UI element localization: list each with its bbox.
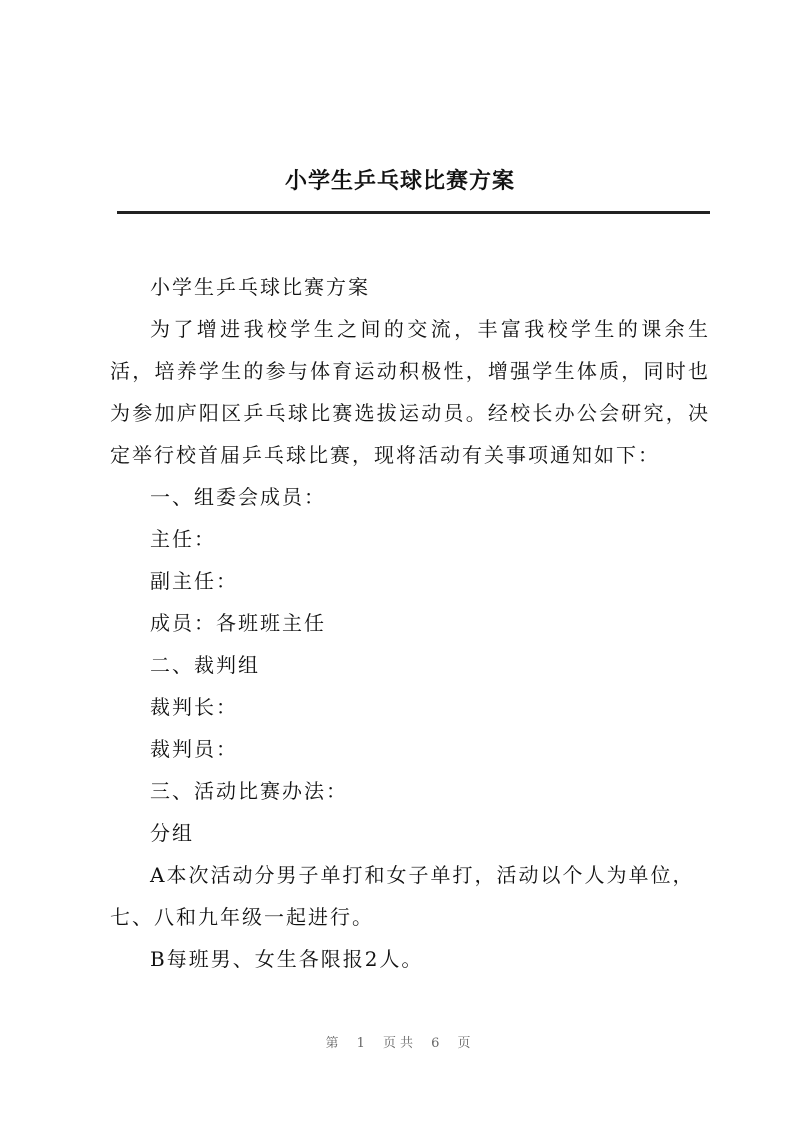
committee-deputy-director: 副主任： [150, 569, 238, 593]
section-committee: 一、组委会成员： [150, 485, 326, 509]
section-referees: 二、裁判组 [150, 653, 260, 677]
section-rules: 三、活动比赛办法： [150, 779, 348, 803]
rules-grouping: 分组 [150, 821, 194, 845]
title-divider [117, 211, 710, 214]
referee-chief: 裁判长： [150, 695, 238, 719]
committee-director: 主任： [150, 527, 216, 551]
paragraph-heading: 小学生乒乓球比赛方案 [150, 275, 370, 299]
rule-a: A本次活动分男子单打和女子单打，活动以个人为单位， [150, 863, 695, 887]
paragraph-intro: 为了增进我校学生之间的交流，丰富我校学生的课余生活，培养学生的参与体育运动积极性，增强学生体质，同时也为参加庐阳区乒乓球比赛选拔运动员。经校长办公会研究，决定举行校首届乒乓球比赛，现将活动有关事项通知如下： [110, 317, 710, 467]
referee-members: 裁判员： [150, 737, 238, 761]
committee-members: 成员：各班班主任 [150, 611, 326, 635]
document-title: 小学生乒乓球比赛方案 [284, 168, 515, 194]
page-number: 第 1 页共 6 页 [325, 1036, 475, 1051]
document-body [110, 266, 710, 980]
rule-a-continued: 七、八和九年级一起进行。 [110, 905, 374, 929]
rule-b: B每班男、女生各限报2人。 [150, 947, 424, 971]
